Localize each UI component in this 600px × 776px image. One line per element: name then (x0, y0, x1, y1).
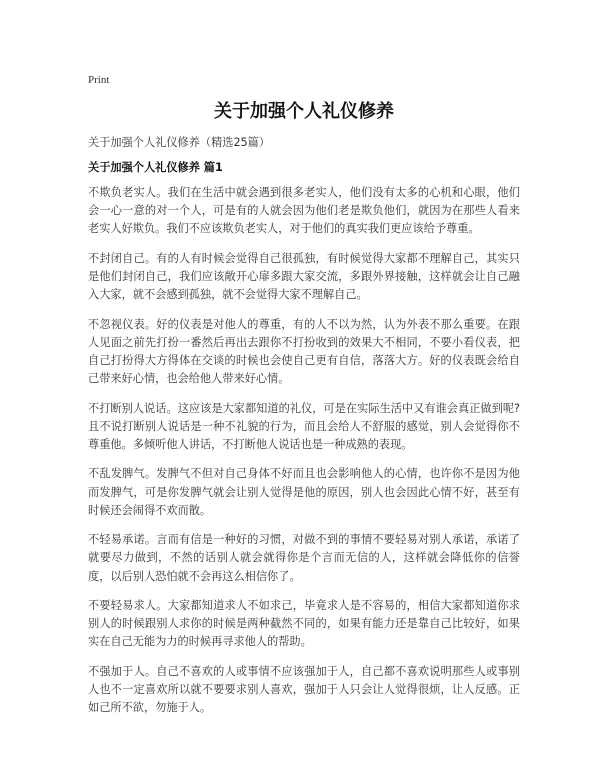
paragraph-8: 不强加于人。自己不喜欢的人或事情不应该强加于人，自己都不喜欢说明那些人或事别人也不一定喜欢所以就不要要求别人喜欢，强加于人只会让人觉得很烦，让人反感。正如己所不欲，勿施于人。 (88, 664, 520, 715)
section-heading: 关于加强个人礼仪修养 篇1 (88, 161, 223, 174)
paragraph-3: 不忽视仪表。好的仪表是对他人的尊重，有的人不以为然，认为外表不那么重要。在跟人见面之前先打扮一番然后再出去跟你不打扮收到的效果大不相同，不要小看仪表，把自己打扮得大方得体在交谈的时候也会使自己更有自信，落落大方。好的仪表既会给自己带来好心情，也会给他人带来好心情。 (88, 317, 520, 386)
paragraph-6: 不轻易承诺。言而有信是一种好的习惯，对做不到的事情不要轻易对别人承诺，承诺了就要尽力做到，不然的话别人就会就得你是个言而无信的人，这样就会降低你的信誉度，以后别人恐怕就不会再这么相信你了。 (88, 533, 520, 583)
print-label: Print (88, 74, 110, 86)
document-page (88, 72, 520, 729)
paragraph-4: 不打断别人说话。这应该是大家都知道的礼仪，可是在实际生活中又有谁会真正做到呢?且不说打断别人说话是一种不礼貌的行为，而且会给人不舒服的感觉，别人会觉得你不尊重他。多倾听他人讲话，不打断他人说话也是一种成熟的表现。 (88, 401, 520, 451)
paragraph-7: 不要轻易求人。大家都知道求人不如求己，毕竟求人是不容易的，相信大家都知道你求别人的时候跟别人求你的时候是两种截然不同的，如果有能力还是靠自己比较好，如果实在自己无能为力的时候再寻求他人的帮助。 (88, 598, 520, 649)
paragraph-5: 不乱发脾气。发脾气不但对自己身体不好而且也会影响他人的心情，也许你不是因为他而发脾气，可是你发脾气就会让别人觉得是他的原因，别人也会因此心情不好，甚至有时候还会闹得不欢而散。 (88, 467, 520, 517)
paragraph-2: 不封闭自己。有的人有时候会觉得自己很孤独，有时候觉得大家都不理解自己，其实只是他们封闭自己，我们应该敞开心扉多跟大家交流，多跟外界接触，这样就会让自己融入大家，就不会感到孤独，就不会觉得大家不理解自己。 (88, 251, 520, 302)
page-title: 关于加强个人礼仪修养 (214, 101, 394, 122)
paragraph-1: 不欺负老实人。我们在生活中就会遇到很多老实人，他们没有太多的心机和心眼，他们会一心一意的对一个人，可是有的人就会因为他们老是欺负他们，就因为在那些人看来老实人好欺负。我们不应该欺负老实人，对于他们的真实我们更应该给予尊重。 (88, 186, 520, 236)
document-subtitle: 关于加强个人礼仪修养（精选25篇） (88, 136, 271, 149)
